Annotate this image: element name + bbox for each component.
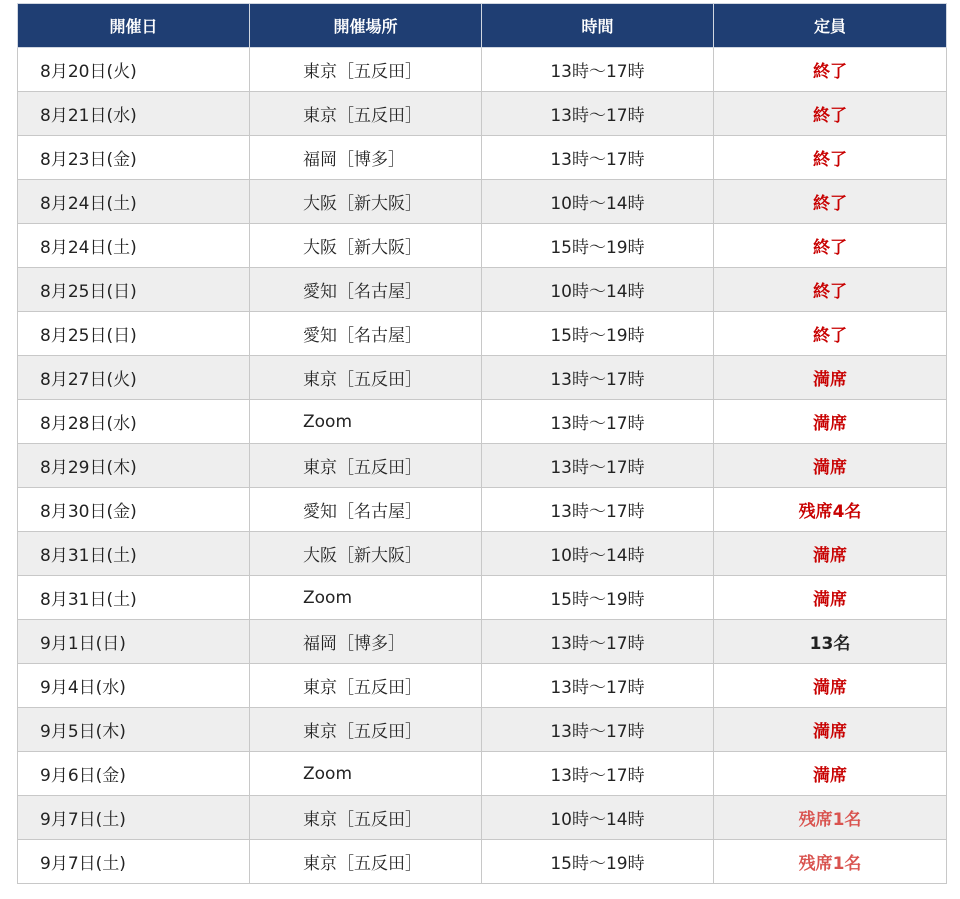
date-cell: 9月7日(土) [18, 840, 250, 884]
venue-cell: Zoom [250, 752, 482, 796]
time-cell: 13時〜17時 [482, 92, 714, 136]
capacity-status-cell: 残席1名 [714, 796, 947, 840]
table-row [18, 136, 947, 180]
capacity-status-cell: 残席4名 [714, 488, 947, 532]
time-cell: 13時〜17時 [482, 356, 714, 400]
date-cell: 9月1日(日) [18, 620, 250, 664]
table-row [18, 708, 947, 752]
venue-cell: 福岡［博多］ [250, 620, 482, 664]
capacity-status-cell: 13名 [714, 620, 947, 664]
venue-cell: 愛知［名古屋］ [250, 268, 482, 312]
venue-cell: Zoom [250, 400, 482, 444]
time-cell: 13時〜17時 [482, 444, 714, 488]
capacity-status-cell: 満席 [714, 400, 947, 444]
time-cell: 10時〜14時 [482, 796, 714, 840]
schedule-table-container [17, 3, 946, 884]
table-row [18, 840, 947, 884]
table-row [18, 268, 947, 312]
table-row [18, 576, 947, 620]
header-time: 時間 [482, 4, 714, 48]
venue-cell: 東京［五反田］ [250, 92, 482, 136]
table-row [18, 180, 947, 224]
venue-cell: 大阪［新大阪］ [250, 180, 482, 224]
table-row [18, 356, 947, 400]
schedule-table [17, 3, 947, 884]
date-cell: 8月24日(土) [18, 224, 250, 268]
header-date: 開催日 [18, 4, 250, 48]
table-row [18, 224, 947, 268]
venue-cell: 東京［五反田］ [250, 796, 482, 840]
time-cell: 10時〜14時 [482, 532, 714, 576]
venue-cell: 東京［五反田］ [250, 48, 482, 92]
venue-cell: 東京［五反田］ [250, 840, 482, 884]
capacity-status-cell: 終了 [714, 224, 947, 268]
table-row [18, 620, 947, 664]
capacity-status-cell: 終了 [714, 268, 947, 312]
capacity-status-cell: 終了 [714, 92, 947, 136]
time-cell: 10時〜14時 [482, 180, 714, 224]
date-cell: 8月27日(火) [18, 356, 250, 400]
time-cell: 15時〜19時 [482, 312, 714, 356]
date-cell: 9月5日(木) [18, 708, 250, 752]
time-cell: 13時〜17時 [482, 752, 714, 796]
time-cell: 13時〜17時 [482, 664, 714, 708]
date-cell: 8月31日(土) [18, 532, 250, 576]
venue-cell: 大阪［新大阪］ [250, 224, 482, 268]
capacity-status-cell: 満席 [714, 752, 947, 796]
venue-cell: 大阪［新大阪］ [250, 532, 482, 576]
date-cell: 8月28日(水) [18, 400, 250, 444]
date-cell: 8月30日(金) [18, 488, 250, 532]
time-cell: 13時〜17時 [482, 620, 714, 664]
time-cell: 13時〜17時 [482, 488, 714, 532]
capacity-status-cell: 満席 [714, 664, 947, 708]
venue-cell: 東京［五反田］ [250, 356, 482, 400]
header-capacity: 定員 [714, 4, 947, 48]
table-row [18, 532, 947, 576]
table-header-row [18, 4, 947, 48]
capacity-status-cell: 満席 [714, 708, 947, 752]
date-cell: 8月23日(金) [18, 136, 250, 180]
date-cell: 8月21日(水) [18, 92, 250, 136]
table-row [18, 312, 947, 356]
time-cell: 15時〜19時 [482, 224, 714, 268]
venue-cell: Zoom [250, 576, 482, 620]
date-cell: 8月24日(土) [18, 180, 250, 224]
time-cell: 15時〜19時 [482, 840, 714, 884]
date-cell: 8月25日(日) [18, 312, 250, 356]
date-cell: 9月7日(土) [18, 796, 250, 840]
date-cell: 8月29日(木) [18, 444, 250, 488]
table-row [18, 48, 947, 92]
date-cell: 8月25日(日) [18, 268, 250, 312]
time-cell: 13時〜17時 [482, 48, 714, 92]
venue-cell: 東京［五反田］ [250, 708, 482, 752]
capacity-status-cell: 満席 [714, 356, 947, 400]
table-row [18, 488, 947, 532]
date-cell: 8月31日(土) [18, 576, 250, 620]
table-row [18, 444, 947, 488]
capacity-status-cell: 残席1名 [714, 840, 947, 884]
capacity-status-cell: 満席 [714, 444, 947, 488]
venue-cell: 東京［五反田］ [250, 664, 482, 708]
table-row [18, 400, 947, 444]
table-body [18, 48, 947, 884]
table-row [18, 796, 947, 840]
table-row [18, 752, 947, 796]
capacity-status-cell: 終了 [714, 180, 947, 224]
venue-cell: 愛知［名古屋］ [250, 312, 482, 356]
time-cell: 10時〜14時 [482, 268, 714, 312]
date-cell: 9月4日(水) [18, 664, 250, 708]
table-row [18, 664, 947, 708]
venue-cell: 福岡［博多］ [250, 136, 482, 180]
time-cell: 13時〜17時 [482, 136, 714, 180]
table-row [18, 92, 947, 136]
header-venue: 開催場所 [250, 4, 482, 48]
date-cell: 8月20日(火) [18, 48, 250, 92]
venue-cell: 愛知［名古屋］ [250, 488, 482, 532]
time-cell: 13時〜17時 [482, 708, 714, 752]
capacity-status-cell: 満席 [714, 532, 947, 576]
capacity-status-cell: 終了 [714, 136, 947, 180]
venue-cell: 東京［五反田］ [250, 444, 482, 488]
capacity-status-cell: 終了 [714, 312, 947, 356]
capacity-status-cell: 満席 [714, 576, 947, 620]
date-cell: 9月6日(金) [18, 752, 250, 796]
time-cell: 15時〜19時 [482, 576, 714, 620]
capacity-status-cell: 終了 [714, 48, 947, 92]
time-cell: 13時〜17時 [482, 400, 714, 444]
